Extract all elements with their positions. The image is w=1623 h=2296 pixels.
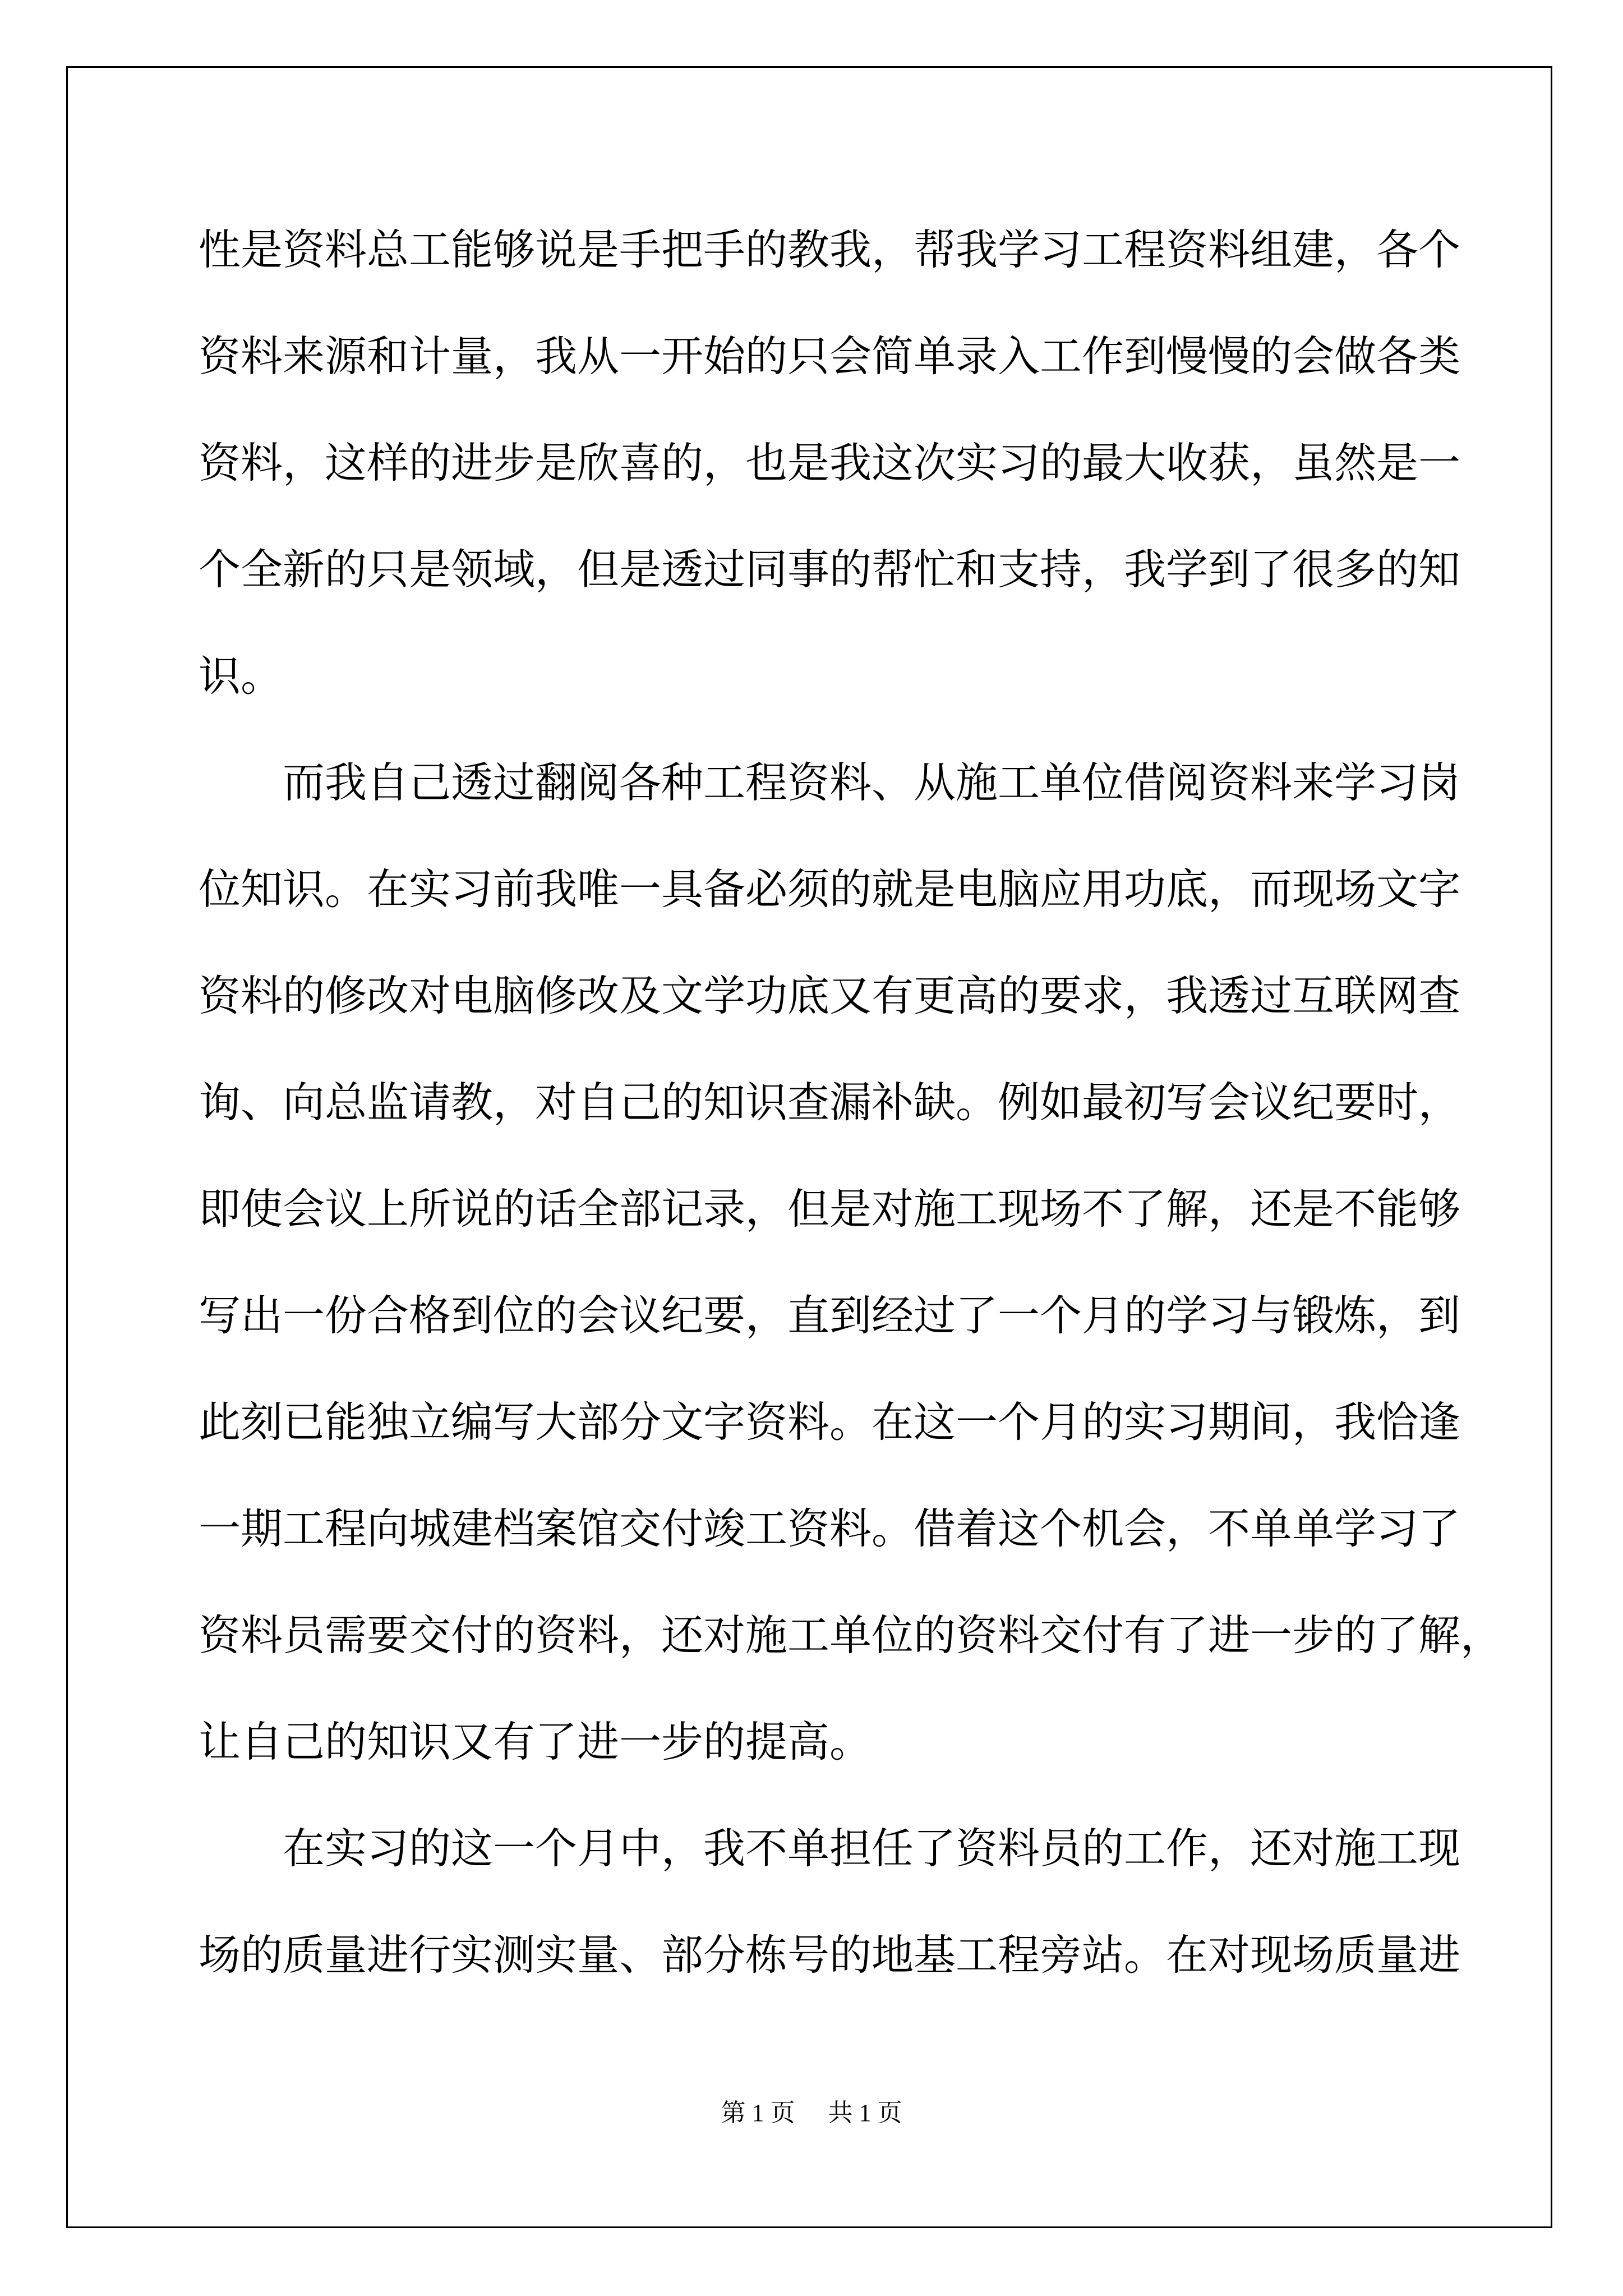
text-line: 让自己的知识又有了进一步的提高。 (199, 1717, 872, 1766)
page-number: 第 1 页 (721, 2099, 795, 2127)
text-line: 资料，这样的进步是欣喜的，也是我这次实习的最大收获，虽然是一 (199, 438, 1461, 487)
text-line: 场的质量进行实测实量、部分栋号的地基工程旁站。在对现场质量进 (199, 1930, 1461, 1980)
text-line: 询、向总监请教，对自己的知识查漏补缺。例如最初写会议纪要时， (199, 1078, 1461, 1127)
text-line: 位知识。在实习前我唯一具备必须的就是电脑应用功底，而现场文字 (199, 864, 1461, 914)
text-line: 识。 (199, 651, 283, 701)
document-body (199, 196, 1503, 2008)
text-line: 资料员需要交付的资料，还对施工单位的资料交付有了进一步的了解， (199, 1611, 1503, 1660)
text-line: 资料来源和计量，我从一开始的只会简单录入工作到慢慢的会做各类 (199, 332, 1461, 381)
text-line: 一期工程向城建档案馆交付竣工资料。借着这个机会，不单单学习了 (199, 1504, 1461, 1553)
text-line: 个全新的只是领域，但是透过同事的帮忙和支持，我学到了很多的知 (199, 545, 1461, 594)
text-line: 即使会议上所说的话全部记录，但是对施工现场不了解，还是不能够 (199, 1184, 1461, 1234)
text-line: 性是资料总工能够说是手把手的教我，帮我学习工程资料组建，各个 (199, 225, 1461, 274)
page-total: 共 1 页 (828, 2099, 902, 2127)
paragraph-start-line: 在实习的这一个月中，我不单担任了资料员的工作，还对施工现 (283, 1824, 1461, 1873)
text-line: 资料的修改对电脑修改及文学功底又有更高的要求，我透过互联网查 (199, 971, 1461, 1020)
paragraph-start-line: 而我自己透过翻阅各种工程资料、从施工单位借阅资料来学习岗 (283, 758, 1461, 807)
text-line: 此刻已能独立编写大部分文字资料。在这一个月的实习期间，我恰逢 (199, 1397, 1461, 1447)
text-line: 写出一份合格到位的会议纪要，直到经过了一个月的学习与锻炼，到 (199, 1291, 1461, 1340)
page-footer (0, 2092, 1623, 2128)
